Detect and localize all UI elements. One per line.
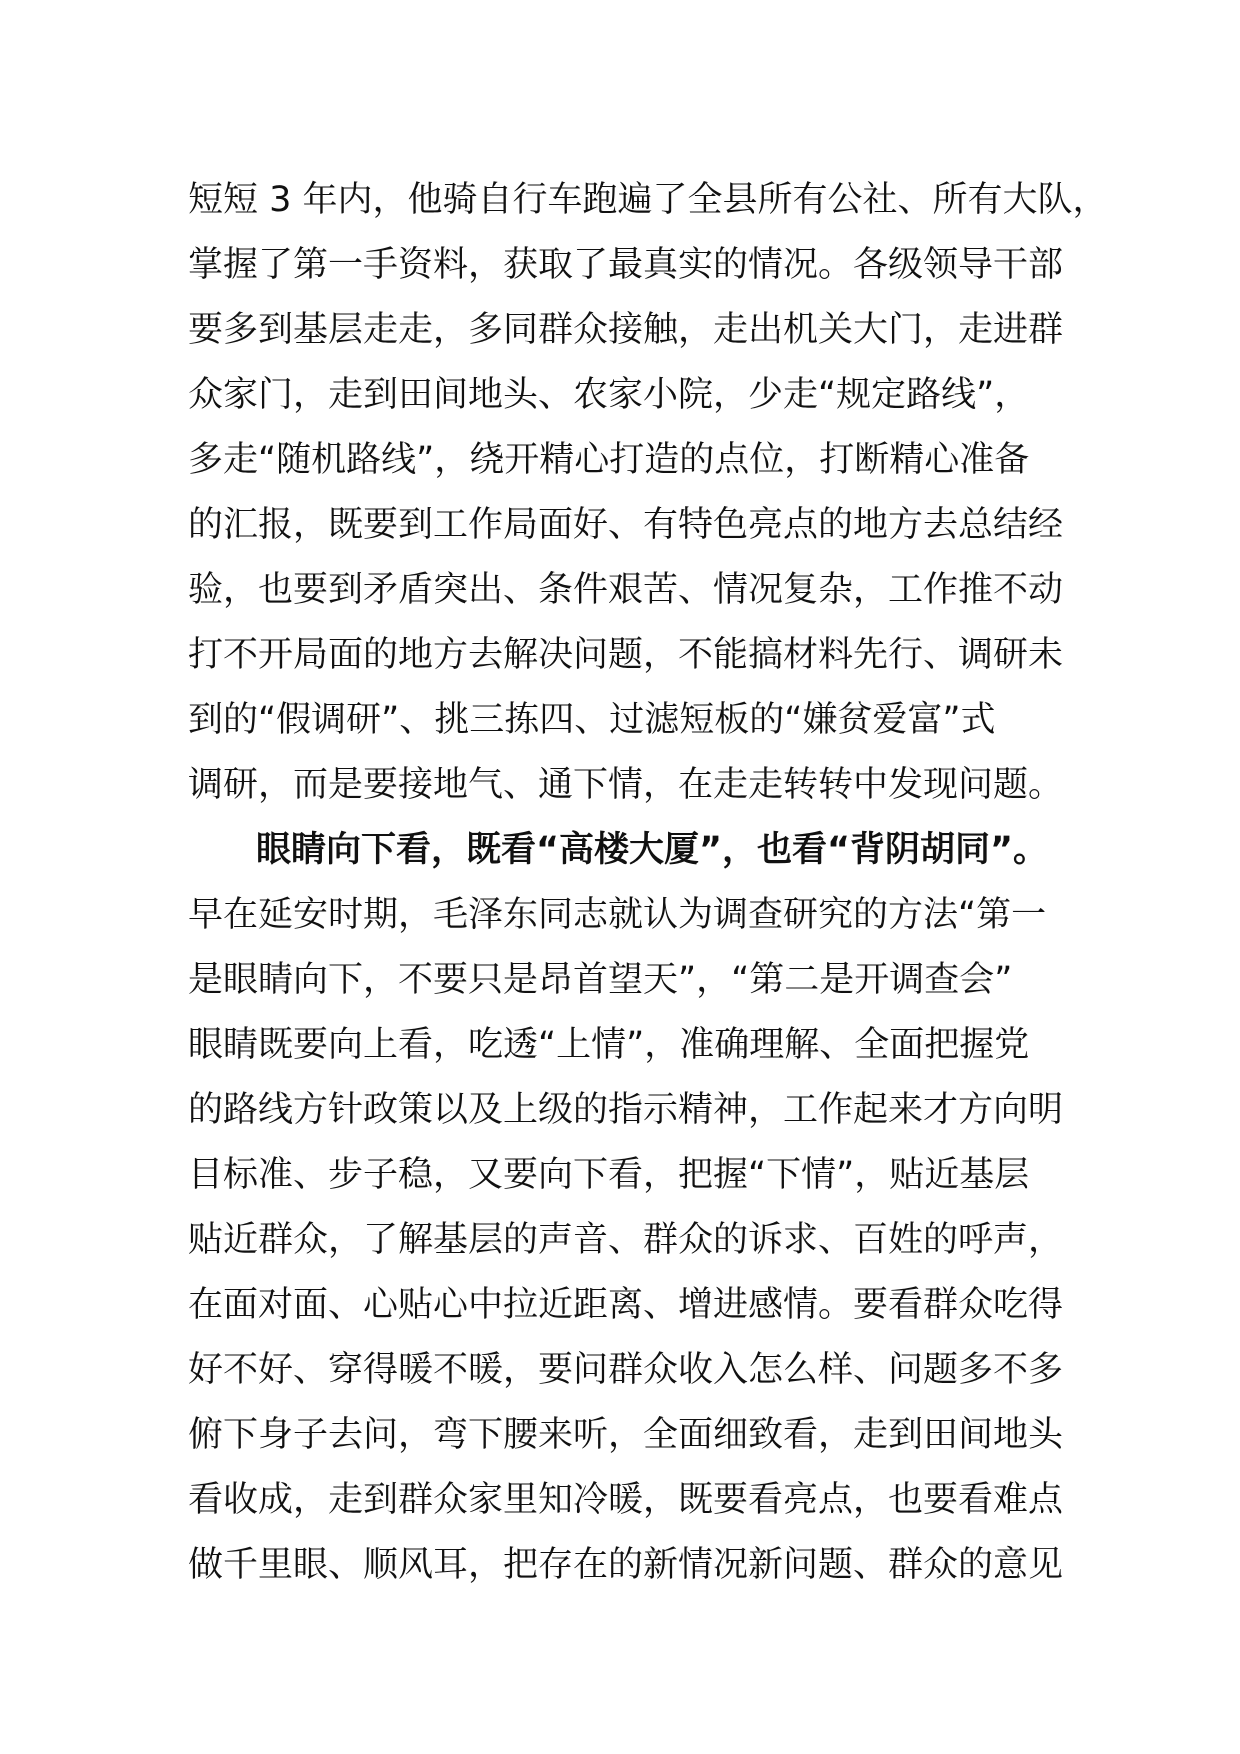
text-line: 俯下身子去问，弯下腰来听，全面细致看，走到田间地头 (188, 1415, 1064, 1455)
text-line: 贴近群众，了解基层的声音、群众的诉求、百姓的呼声， (188, 1220, 1064, 1260)
text-line: 打不开局面的地方去解决问题，不能搞材料先行、调研未 (188, 635, 1064, 675)
text-line: 目标准、步子稳，又要向下看，把握“下情”，贴近基层 (188, 1155, 1030, 1195)
text-line: 做千里眼、顺风耳，把存在的新情况新问题、群众的意见 (188, 1545, 1064, 1585)
text-line: 验，也要到矛盾突出、条件艰苦、情况复杂，工作推不动 (188, 570, 1064, 610)
text-line: 看收成，走到群众家里知冷暖，既要看亮点，也要看难点 (188, 1480, 1064, 1520)
text-line: 掌握了第一手资料，获取了最真实的情况。各级领导干部 (188, 245, 1064, 285)
text-line: 要多到基层走走，多同群众接触，走出机关大门，走进群 (188, 310, 1064, 350)
text-line: 到的“假调研”、挑三拣四、过滤短板的“嫌贫爱富”式 (188, 700, 996, 740)
text-line: 早在延安时期，毛泽东同志就认为调查研究的方法“第一 (188, 895, 1047, 935)
text-line: 的汇报，既要到工作局面好、有特色亮点的地方去总结经 (188, 505, 1064, 545)
text-line: 眼睛既要向上看，吃透“上情”，准确理解、全面把握党 (188, 1025, 1030, 1065)
text-line: 是眼睛向下，不要只是昂首望天”，“第二是开调查会” (188, 960, 1013, 1000)
text-line: 众家门，走到田间地头、农家小院，少走“规定路线”， (188, 375, 1030, 415)
body-text (188, 168, 1108, 1598)
text-line: 的路线方针政策以及上级的指示精神，工作起来才方向明 (188, 1090, 1064, 1130)
text-line: 多走“随机路线”，绕开精心打造的点位，打断精心准备 (188, 440, 1030, 480)
text-line: 调研，而是要接地气、通下情，在走走转转中发现问题。 (188, 765, 1064, 805)
text-line: 短短 3 年内，他骑自行车跑遍了全县所有公社、所有大队， (188, 180, 1108, 220)
text-line: 在面对面、心贴心中拉近距离、增进感情。要看群众吃得 (188, 1285, 1064, 1325)
section-heading: 眼睛向下看，既看“高楼大厦”，也看“背阴胡同”。 (256, 830, 1049, 870)
text-line: 好不好、穿得暖不暖，要问群众收入怎么样、问题多不多 (188, 1350, 1064, 1390)
